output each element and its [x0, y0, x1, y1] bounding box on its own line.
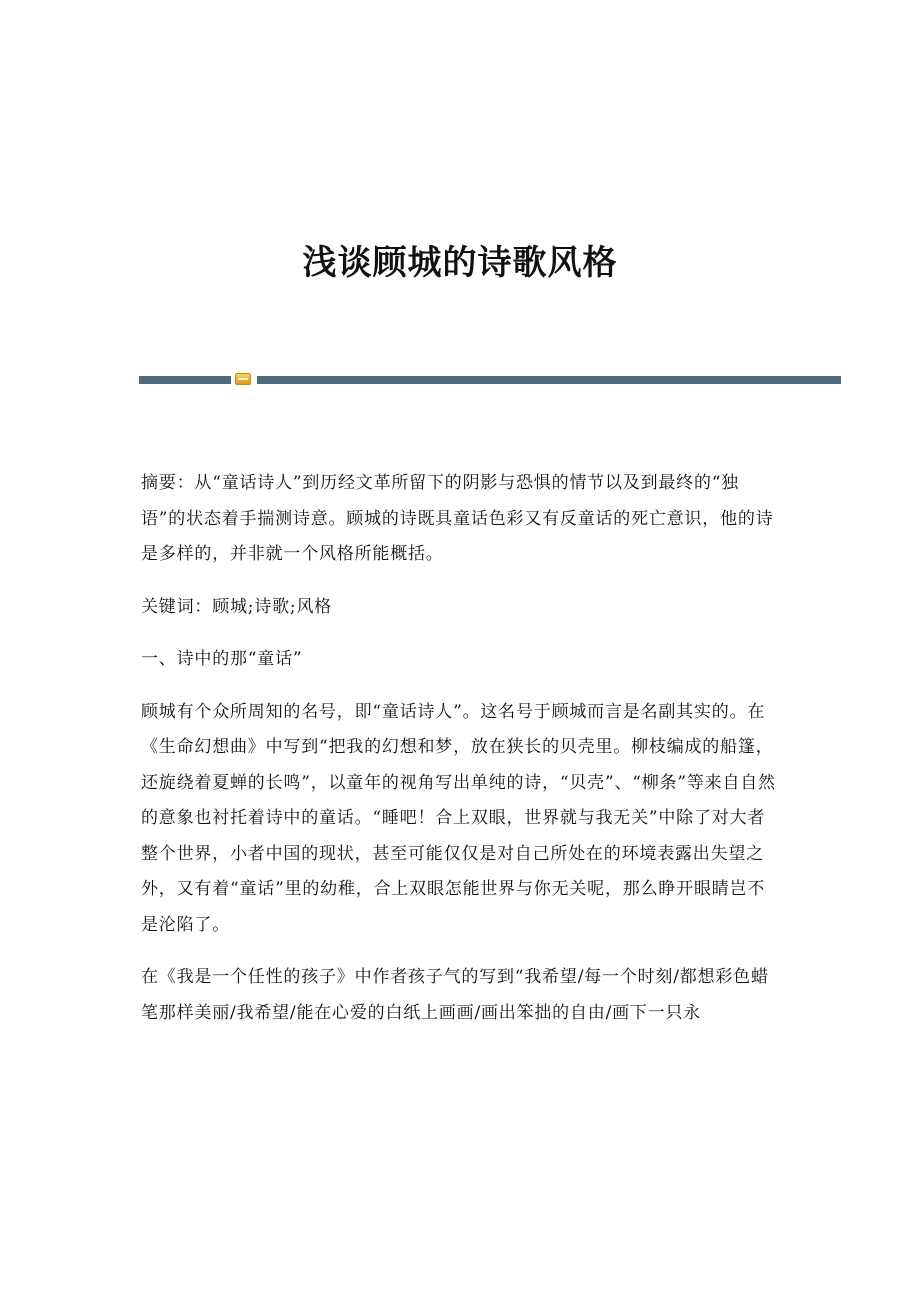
- divider-bar-left: [139, 376, 231, 384]
- body-paragraph-2: 在《我是一个任性的孩子》中作者孩子气的写到“我希望/每一个时刻/都想彩色蜡笔那样美丽/我希望/能在心爱的白纸上画画/画出笨拙的自由/画下一只永: [141, 967, 769, 1023]
- keywords-paragraph: 关键词：顾城;诗歌;风格: [141, 596, 333, 617]
- section-heading: 一、诗中的那“童话”: [141, 649, 303, 669]
- divider-bar-right: [257, 376, 841, 384]
- abstract-paragraph: 摘要：从“童话诗人”到历经文革所留下的阴影与恐惧的情节以及到最终的“独语”的状态着手揣测诗意。顾城的诗既具童话色彩又有反童话的死亡意识，他的诗是多样的，并非就一个风格所能概括。: [141, 473, 774, 564]
- title-divider: [139, 372, 841, 386]
- document-body: [141, 466, 781, 1048]
- page-title: 浅谈顾城的诗歌风格: [302, 242, 618, 283]
- divider-ornament-icon: [235, 373, 251, 385]
- body-paragraph-1: 顾城有个众所周知的名号，即“童话诗人”。这名号于顾城而言是名副其实的。在《生命幻想曲》中写到“把我的幻想和梦，放在狭长的贝壳里。柳枝编成的船篷，还旋绕着夏蝉的长鸣”，以童年的视角写出单纯的诗，“贝壳”、“柳条”等来自自然的意象也衬托着诗中的童话。“睡吧！合上双眼，世界就与我无关”中除了对大者整个世界，小者中国的现状，甚至可能仅仅是对自己所处在的环境表露出失望之外，又有着“童话”里的幼稚，合上双眼怎能世界与你无关呢，那么睁开眼睛岂不是沦陷了。: [141, 701, 776, 935]
